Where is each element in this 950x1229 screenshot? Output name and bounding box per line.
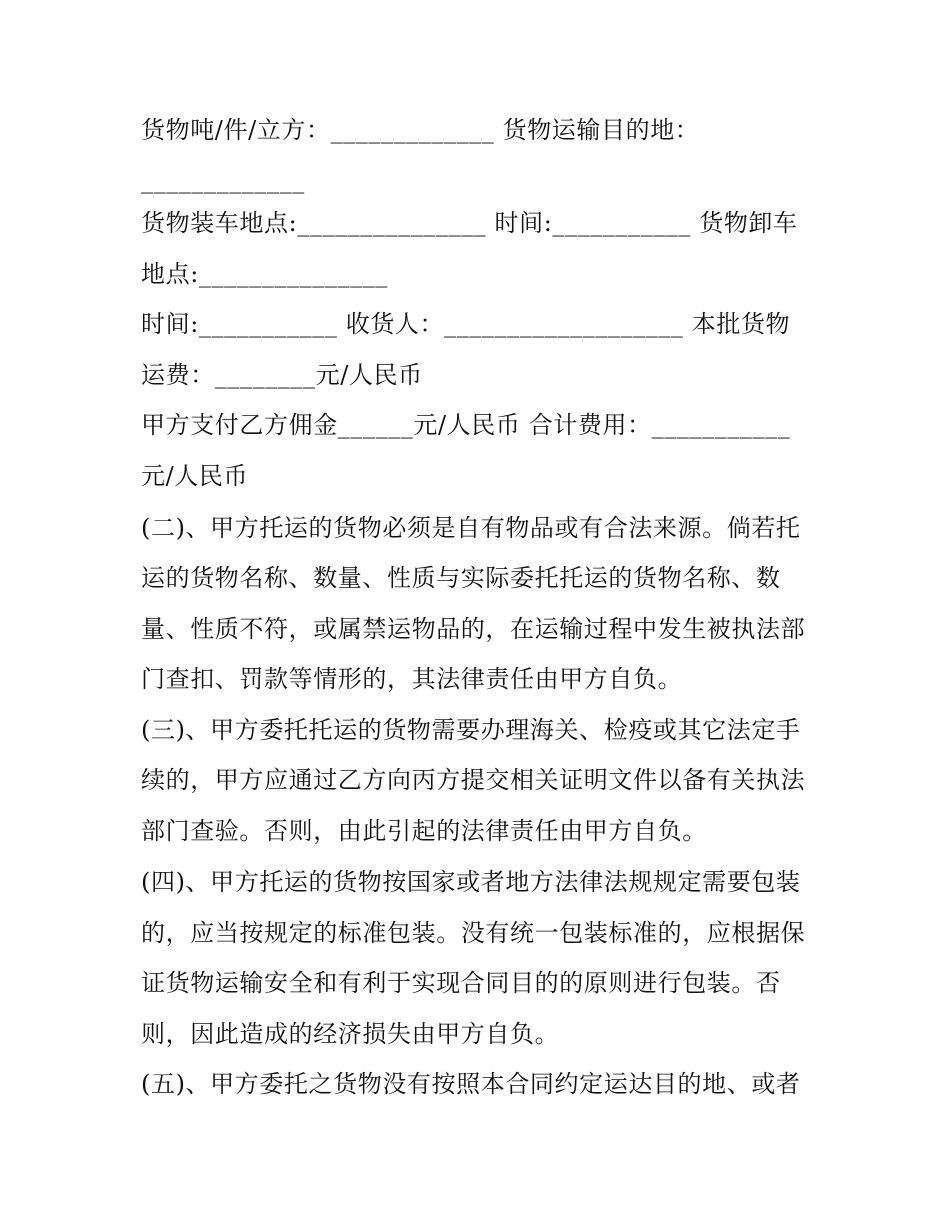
text-line: 部门查验。否则，由此引起的法律责任由甲方自负。 [141,817,707,845]
text-line: 运的货物名称、数量、性质与实际委托托运的货物名称、数 [141,564,781,592]
text-line: 门查扣、罚款等情形的，其法律责任由甲方自负。 [141,665,683,693]
text-line: 运费：________元/人民币 [141,361,423,389]
text-line: 货物装车地点:_______________ 时间:___________ 货物卸车 [141,209,798,237]
text-line: 续的，甲方应通过乙方向丙方提交相关证明文件以备有关执法 [141,766,806,794]
text-line: 证货物运输安全和有利于实现合同目的的原则进行包装。否 [141,969,781,997]
text-line: (三)、甲方委托托运的货物需要办理海关、检疫或其它法定手 [141,716,801,744]
text-line: 甲方支付乙方佣金______元/人民币 合计费用：___________ [141,411,791,439]
text-line: 货物吨/件/立方：_____________ 货物运输目的地： [141,116,700,144]
text-line: 则，因此造成的经济损失由甲方自负。 [141,1020,560,1048]
text-line: 元/人民币 [141,462,249,490]
text-line: 量、性质不符，或属禁运物品的，在运输过程中发生被执法部 [141,615,806,643]
text-line: (二)、甲方托运的货物必须是自有物品或有合法来源。倘若托 [141,514,801,542]
text-line: 地点:_______________ [141,260,388,288]
text-line: (五)、甲方委托之货物没有按照本合同约定运达目的地、或者 [141,1070,801,1098]
text-line: (四)、甲方托运的货物按国家或者地方法律法规规定需要包装 [141,868,801,896]
text-line: 的，应当按规定的标准包装。没有统一包装标准的，应根据保 [141,919,806,947]
text-line: 时间:___________ 收货人：___________________ 本批货物 [141,310,791,338]
text-line: _____________ [141,166,305,194]
